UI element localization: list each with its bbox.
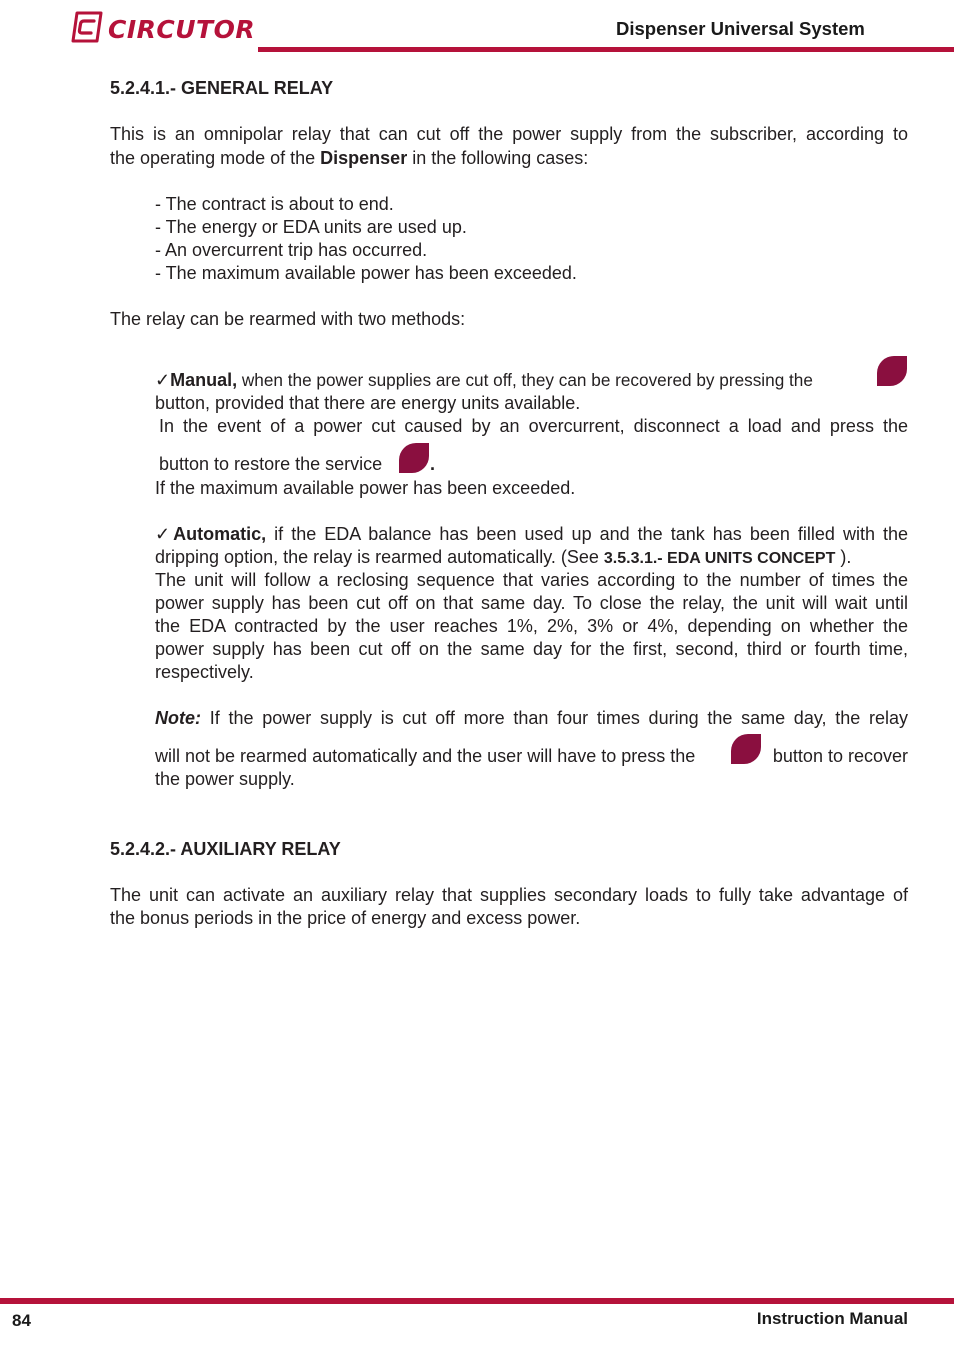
paragraph-line: In the event of a power cut caused by an overcurrent, disconnect a load and press the — [159, 416, 908, 436]
logo-text: CIRCUTOR — [108, 14, 256, 44]
paragraph-line: The unit will follow a reclosing sequence that varies according to the number of times the — [155, 570, 908, 590]
paragraph-line: This is an omnipolar relay that can cut off the power supply from the subscriber, according to — [110, 124, 908, 144]
circutor-logo-icon — [70, 10, 104, 49]
cross-reference-link[interactable]: 3.5.3.1.- EDA UNITS CONCEPT — [603, 550, 836, 567]
paragraph-line: the operating mode of the Dispenser in the following cases: — [110, 148, 589, 168]
paragraph-line: The unit can activate an auxiliary relay that supplies secondary loads to fully take advantage of — [110, 885, 908, 905]
section-heading-auxiliary-relay: 5.2.4.2.- AUXILIARY RELAY — [110, 839, 341, 859]
manual-method: ✓Manual, when the power supplies are cut off, they can be recovered by pressing the — [155, 370, 813, 390]
note-label: Note: — [155, 708, 201, 728]
document-title: Dispenser Universal System — [616, 18, 865, 39]
list-item: - An overcurrent trip has occurred. — [155, 240, 428, 260]
list-item: - The energy or EDA units are used up. — [155, 217, 467, 237]
paragraph-line: respectively. — [155, 662, 254, 682]
list-item: - The maximum available power has been exceeded. — [155, 263, 577, 283]
paragraph-line: button to restore the service — [159, 454, 383, 474]
header-rule — [258, 47, 954, 52]
paragraph-line: the power supply. — [155, 769, 295, 789]
paragraph-line: the bonus periods in the price of energy and excess power. — [110, 908, 581, 928]
paragraph-line: the EDA contracted by the user reaches 1%, 2%, 3% or 4%, depending on whether the — [155, 616, 908, 636]
circutor-logo — [70, 12, 255, 46]
paragraph-line: power supply has been cut off on the same day for the first, second, third or fourth time, — [155, 639, 908, 659]
manual-label: Manual, — [170, 370, 238, 390]
device-button-icon — [731, 734, 761, 764]
period: . — [430, 454, 436, 474]
paragraph-line: power supply has been cut off on that same day. To close the relay, the unit will wait until — [155, 593, 908, 613]
device-button-icon — [877, 356, 907, 386]
paragraph-line: If the maximum available power has been exceeded. — [155, 478, 576, 498]
dispenser-term: Dispenser — [320, 148, 408, 168]
device-button-icon — [399, 443, 429, 473]
paragraph-line: button to recover — [772, 746, 908, 766]
paragraph-line: dripping option, the relay is rearmed automatically. (See 3.5.3.1.- EDA UNITS CONCEPT ). — [155, 547, 852, 567]
paragraph-line: will not be rearmed automatically and the user will have to press the — [155, 746, 696, 766]
paragraph-line: button, provided that there are energy units available. — [155, 393, 581, 413]
automatic-label: Automatic, — [173, 524, 267, 544]
note-paragraph: Note: If the power supply is cut off more than four times during the same day, the relay — [155, 708, 908, 728]
list-item: - The contract is about to end. — [155, 194, 394, 214]
page-number: 84 — [12, 1311, 31, 1330]
checkmark-icon: ✓ — [155, 370, 171, 390]
checkmark-icon: ✓ — [155, 524, 174, 544]
footer-title: Instruction Manual — [756, 1309, 908, 1328]
section-heading-general-relay: 5.2.4.1.- GENERAL RELAY — [110, 78, 334, 98]
automatic-method: ✓Automatic, if the EDA balance has been used up and the tank has been filled with the — [155, 524, 909, 544]
paragraph-line: The relay can be rearmed with two methods: — [110, 309, 466, 329]
footer-rule — [0, 1298, 954, 1304]
